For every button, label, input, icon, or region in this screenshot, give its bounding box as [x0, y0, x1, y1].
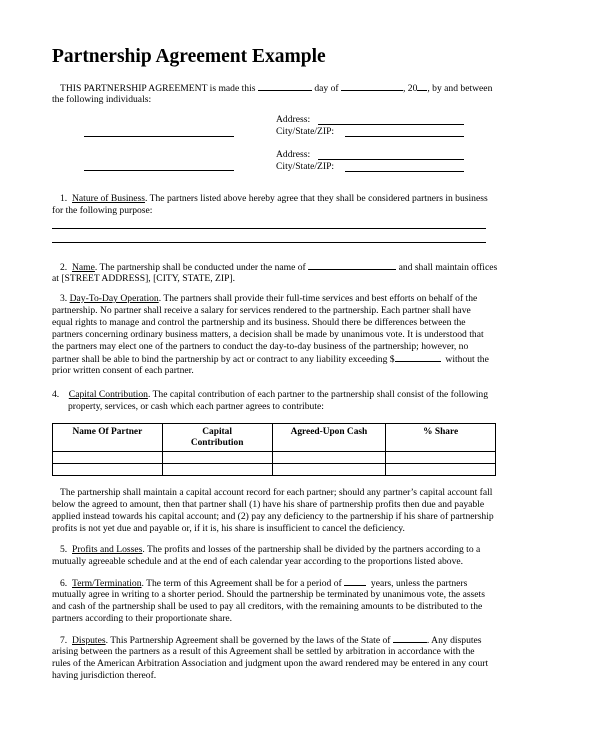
- section-1-heading: Nature of Business: [72, 193, 146, 204]
- table-cell[interactable]: [53, 464, 163, 476]
- capital-para-line-1: The partnership shall maintain a capital account record for each partner; should any partner’s capital account fall: [60, 487, 493, 498]
- partner-1-name-line[interactable]: [84, 136, 234, 137]
- section-7-text: . This Partnership Agreement shall be governed by the laws of the State of: [105, 635, 391, 646]
- day-blank[interactable]: [258, 82, 312, 91]
- section-1-line-1: [60, 193, 488, 205]
- year-blank[interactable]: [417, 82, 427, 91]
- section-4-line-1: [52, 389, 488, 401]
- section-3-line-7: prior written consent of each partner.: [52, 365, 194, 376]
- purpose-line-2[interactable]: [52, 242, 486, 243]
- table-cell[interactable]: [53, 452, 163, 464]
- intro-text-2: day of: [314, 83, 339, 94]
- section-7-number: 7.: [60, 635, 68, 646]
- section-3-number: 3.: [60, 293, 68, 304]
- section-7-heading: Disputes: [72, 635, 106, 646]
- section-6-heading: Term/Termination: [72, 578, 142, 589]
- liability-amount-blank[interactable]: [395, 353, 441, 362]
- table-header-cell: [162, 424, 272, 452]
- capital-para-line-4: profits is not yet due and payable or, if it is, his share is insufficient to cancel the deficiency.: [52, 523, 405, 534]
- table-cell[interactable]: [162, 452, 272, 464]
- address-line-2[interactable]: [318, 159, 464, 160]
- section-5-line-2: mutually agreeable schedule and at the end of each calendar year according to the proportions listed above.: [52, 556, 464, 567]
- capital-para-line-2: below the agreed to amount, then that partner shall (1) have his share of partnership profits then due and payable: [52, 499, 485, 510]
- section-4-number: 4.: [52, 389, 60, 400]
- term-years-blank[interactable]: [344, 577, 366, 586]
- section-6-line-2: mutually agree in writing to a shorter period. Should the partnership be terminated by unanimous vote, the assets: [52, 589, 485, 600]
- section-5-heading: Profits and Losses: [72, 544, 143, 555]
- section-3-line-4: partners concerning ordinary business matters, a decision shall be made by unanimous vote. It is understood that: [52, 329, 484, 340]
- intro-text-1: THIS PARTNERSHIP AGREEMENT is made this: [60, 83, 256, 94]
- city-line-1[interactable]: [345, 136, 464, 137]
- section-3-text: . The partners shall provide their full-time services and best efforts on behalf of the: [158, 293, 478, 304]
- table-header-row: [53, 424, 496, 452]
- section-2-text-2: and shall maintain offices: [398, 262, 498, 273]
- section-7-line-3: rules of the American Arbitration Association and judgment upon the award rendered may be entered in any court: [52, 658, 489, 669]
- section-5-line-1: [60, 544, 480, 556]
- partner-2-name-line[interactable]: [84, 170, 234, 171]
- capital-contribution-table: [52, 423, 496, 476]
- intro-text-3: , 20: [402, 83, 418, 94]
- capital-para-line-3: applied instead towards his capital account; and (2) pay any deficiency to the partnership if his share of partnership: [52, 511, 494, 522]
- section-5-text: . The profits and losses of the partnership shall be divided by the partners according to a: [142, 544, 481, 555]
- section-3-line-3: equal rights to manage and control the partnership and its business. Should there be differences between the: [52, 317, 466, 328]
- table-header-cell: Agreed-Upon Cash: [272, 424, 386, 452]
- table-cell[interactable]: [386, 452, 496, 464]
- city-label-2: City/State/ZIP:: [276, 161, 335, 172]
- month-blank[interactable]: [341, 82, 403, 91]
- table-header-cell: % Share: [386, 424, 496, 452]
- document-title: Partnership Agreement Example: [52, 46, 326, 67]
- section-2-line-2: at [STREET ADDRESS], [CITY, STATE, ZIP].: [52, 273, 236, 284]
- section-3-line-1: [60, 293, 477, 305]
- section-7-line-4: having jurisdiction thereof.: [52, 670, 157, 681]
- section-6-line-4: partners according to their proportionate share.: [52, 613, 233, 624]
- address-line-1[interactable]: [318, 124, 464, 125]
- section-6-line-3: and cash of the partnership shall be used to pay all creditors, with the remaining amounts to be distributed to the: [52, 601, 483, 612]
- section-2-heading: Name: [72, 262, 95, 273]
- section-7-line-2: arising between the partners as a result of this Agreement shall be settled by arbitration in accordance with the: [52, 646, 475, 657]
- section-5-number: 5.: [60, 544, 68, 555]
- state-blank[interactable]: [393, 634, 427, 643]
- section-3-heading: Day-To-Day Operation: [69, 293, 159, 304]
- section-2-number: 2.: [60, 262, 68, 273]
- section-3-line-2: partnership. No partner shall receive a salary for services rendered to the partnership. Each partner shall have: [52, 305, 471, 316]
- section-1-line-2: for the following purpose:: [52, 205, 153, 216]
- section-6-text: . The term of this Agreement shall be for a period of: [141, 578, 342, 589]
- intro-line-2: the following individuals:: [52, 94, 152, 105]
- section-3-text-6b: without the: [445, 354, 489, 365]
- partnership-name-blank[interactable]: [308, 261, 396, 270]
- section-4-text: . The capital contribution of each partner to the partnership shall consist of the following: [147, 389, 488, 400]
- table-cell[interactable]: [272, 452, 386, 464]
- purpose-line-1[interactable]: [52, 228, 486, 229]
- section-3-line-5: the partners may elect one of the partners to conduct the day-to-day business of the partnership; however, no: [52, 341, 469, 352]
- table-cell[interactable]: [162, 464, 272, 476]
- section-4-heading: Capital Contribution: [68, 389, 148, 400]
- city-label-1: City/State/ZIP:: [276, 126, 335, 137]
- intro-text-4: , by and between: [427, 83, 493, 94]
- table-header-cell: Name Of Partner: [53, 424, 163, 452]
- section-6-text-2: years, unless the partners: [370, 578, 468, 589]
- section-3-text-6a: partner shall be able to bind the partnership by act or contract to any liability exceeding $: [52, 354, 395, 365]
- table-cell[interactable]: [386, 464, 496, 476]
- section-2-text: . The partnership shall be conducted under the name of: [94, 262, 306, 273]
- city-line-2[interactable]: [345, 171, 464, 172]
- table-cell[interactable]: [272, 464, 386, 476]
- address-label-1: Address:: [276, 114, 311, 125]
- address-label-2: Address:: [276, 149, 311, 160]
- table-header-text: Capital Contribution: [190, 427, 244, 448]
- section-1-text: . The partners listed above hereby agree that they shall be considered partners in business: [145, 193, 488, 204]
- section-7-text-2: . Any disputes: [426, 635, 482, 646]
- section-4-line-2: property, services, or cash which each partner agrees to contribute:: [68, 401, 324, 412]
- section-1-number: 1.: [60, 193, 68, 204]
- section-6-number: 6.: [60, 578, 68, 589]
- table-row: [53, 464, 496, 476]
- table-row: [53, 452, 496, 464]
